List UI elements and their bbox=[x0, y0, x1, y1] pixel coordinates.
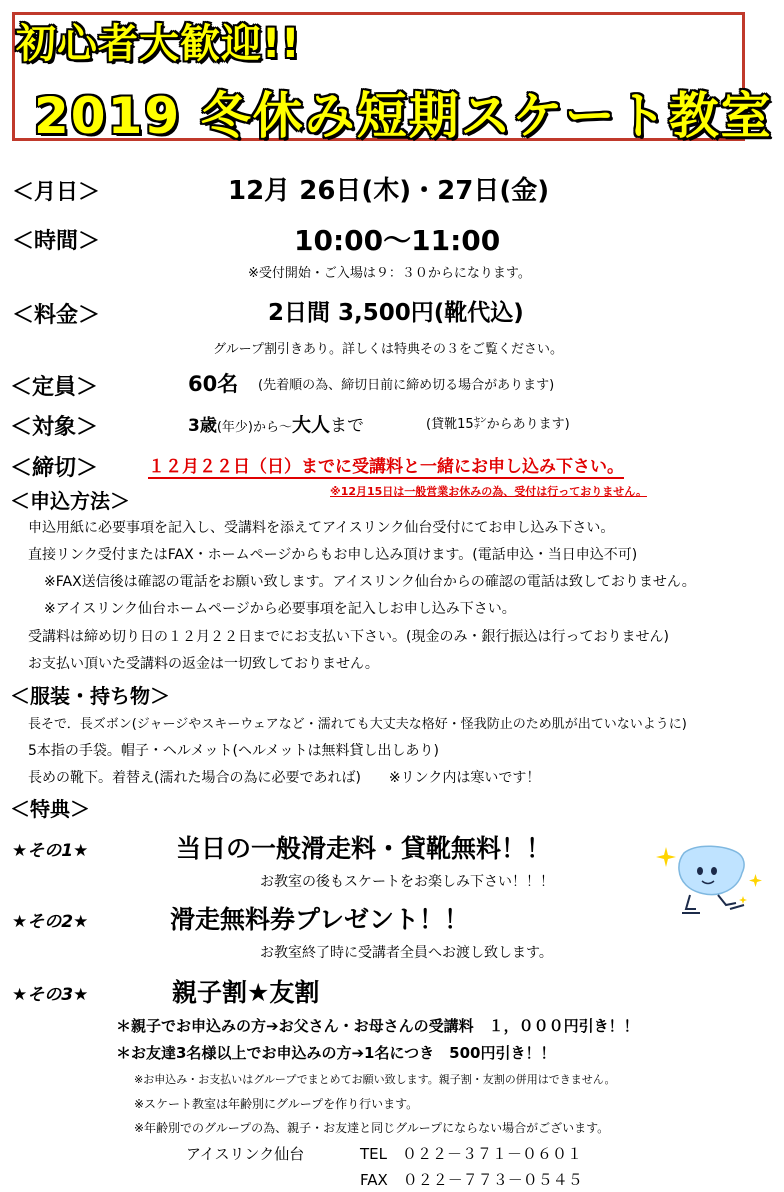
perks-label: ＜特典＞ bbox=[10, 797, 90, 821]
perk-note: ※スケート教室は年齢別にグループを作り行います。 bbox=[134, 1097, 419, 1111]
discount-line: ＊お友達3名様以上でお申込みの方➔1名につき 500円引き！！ bbox=[116, 1044, 556, 1062]
discount-line: ＊親子でお申込みの方➔お父さん・お母さんの受講料 １，０００円引き！！ bbox=[116, 1017, 639, 1035]
target-value bbox=[188, 410, 364, 437]
target-made: まで bbox=[330, 416, 365, 436]
application-line: お支払い頂いた受講料の返金は一切致しておりません。 bbox=[28, 656, 379, 672]
date-label: ＜月日＞ bbox=[12, 180, 101, 205]
skating-mascot-icon bbox=[656, 843, 766, 923]
capacity-value: 60名 bbox=[188, 372, 239, 396]
time-note: ※受付開始・ご入場は９：３０からになります。 bbox=[248, 266, 531, 281]
target-age-note: (年少)から～ bbox=[216, 420, 292, 435]
fee-value: 2日間 3,500円(靴代込) bbox=[268, 300, 524, 326]
target-age-min: 3歳 bbox=[188, 416, 217, 436]
application-label: ＜申込方法＞ bbox=[10, 489, 130, 513]
target-label: ＜対象＞ bbox=[10, 415, 99, 440]
deadline-note: ※12月15日は一般営業お休みの為、受付は行っておりません。 bbox=[330, 485, 647, 498]
time-label: ＜時間＞ bbox=[12, 229, 101, 254]
capacity-label: ＜定員＞ bbox=[10, 375, 99, 400]
perk-note: ※年齢別でのグループの為、親子・お友達と同じグループにならない場合がございます。 bbox=[134, 1121, 610, 1135]
perk-1-desc: お教室の後もスケートをお楽しみ下さい！！！ bbox=[260, 874, 554, 890]
target-note: (貸靴15㌢からあります) bbox=[426, 417, 570, 432]
contact-fax: FAX ０２２－７７３－０５４５ bbox=[360, 1171, 583, 1189]
perk-3-tag: ★その3★ bbox=[12, 985, 89, 1005]
application-line: ※アイスリンク仙台ホームページから必要事項を記入しお申し込み下さい。 bbox=[44, 601, 516, 617]
perk-1-tag: ★その1★ bbox=[12, 841, 89, 861]
perk-1-title: 当日の一般滑走料・貸靴無料！！ bbox=[176, 834, 552, 863]
perk-2-tag: ★その2★ bbox=[12, 912, 89, 932]
clothing-line: 長めの靴下。着替え(濡れた場合の為に必要であれば) ※リンク内は寒いです！ bbox=[28, 770, 541, 786]
perk-2-title: 滑走無料券プレゼント！！ bbox=[170, 905, 470, 934]
application-line: 直接リンク受付またはFAX・ホームページからもお申し込み頂けます。(電話申込・当日申込不可) bbox=[28, 547, 638, 563]
fee-note: グループ割引きあり。詳しくは特典その３をご覧ください。 bbox=[213, 342, 563, 357]
deadline-label: ＜締切＞ bbox=[10, 456, 99, 481]
deadline-value: １２月２２日（日）までに受講料と一緒にお申し込み下さい。 bbox=[148, 452, 624, 479]
fee-label: ＜料金＞ bbox=[12, 303, 101, 328]
application-line: ※FAX送信後は確認の電話をお願い致します。アイスリンク仙台からの確認の電話は致しておりません。 bbox=[44, 574, 696, 590]
perk-note: ※お申込み・お支払いはグループでまとめてお願い致します。親子割・友割の併用はできません。 bbox=[134, 1073, 616, 1086]
clothing-line: 5本指の手袋。帽子・ヘルメット(ヘルメットは無料貸し出しあり) bbox=[28, 743, 439, 759]
clothing-label: ＜服装・持ち物＞ bbox=[10, 684, 170, 708]
contact-tel: TEL ０２２－３７１－０６０１ bbox=[360, 1145, 582, 1163]
target-age-max: 大人 bbox=[292, 414, 331, 436]
date-value: 12月 26日(木)・27日(金) bbox=[228, 176, 550, 206]
contact-name: アイスリンク仙台 bbox=[186, 1145, 305, 1163]
capacity-note: (先着順の為、締切日前に締め切る場合があります) bbox=[258, 378, 555, 393]
application-line: 申込用紙に必要事項を記入し、受講料を添えてアイスリンク仙台受付にてお申し込み下さい。 bbox=[28, 520, 615, 536]
clothing-line: 長そで．長ズボン(ジャージやスキーウェアなど・濡れても大丈夫な格好・怪我防止のため肌が出ていないように) bbox=[28, 717, 687, 732]
application-line: 受講料は締め切り日の１２月２２日までにお支払い下さい。(現金のみ・銀行振込は行っておりません) bbox=[28, 629, 669, 645]
time-value: 10:00～11:00 bbox=[294, 224, 501, 257]
perk-3-title: 親子割★友割 bbox=[172, 978, 320, 1007]
page-title: 2019 冬休み短期スケート教室 bbox=[34, 87, 773, 145]
welcome-banner: 初心者大歓迎!! bbox=[16, 21, 301, 67]
perk-2-desc: お教室終了時に受講者全員へお渡し致します。 bbox=[260, 945, 553, 961]
